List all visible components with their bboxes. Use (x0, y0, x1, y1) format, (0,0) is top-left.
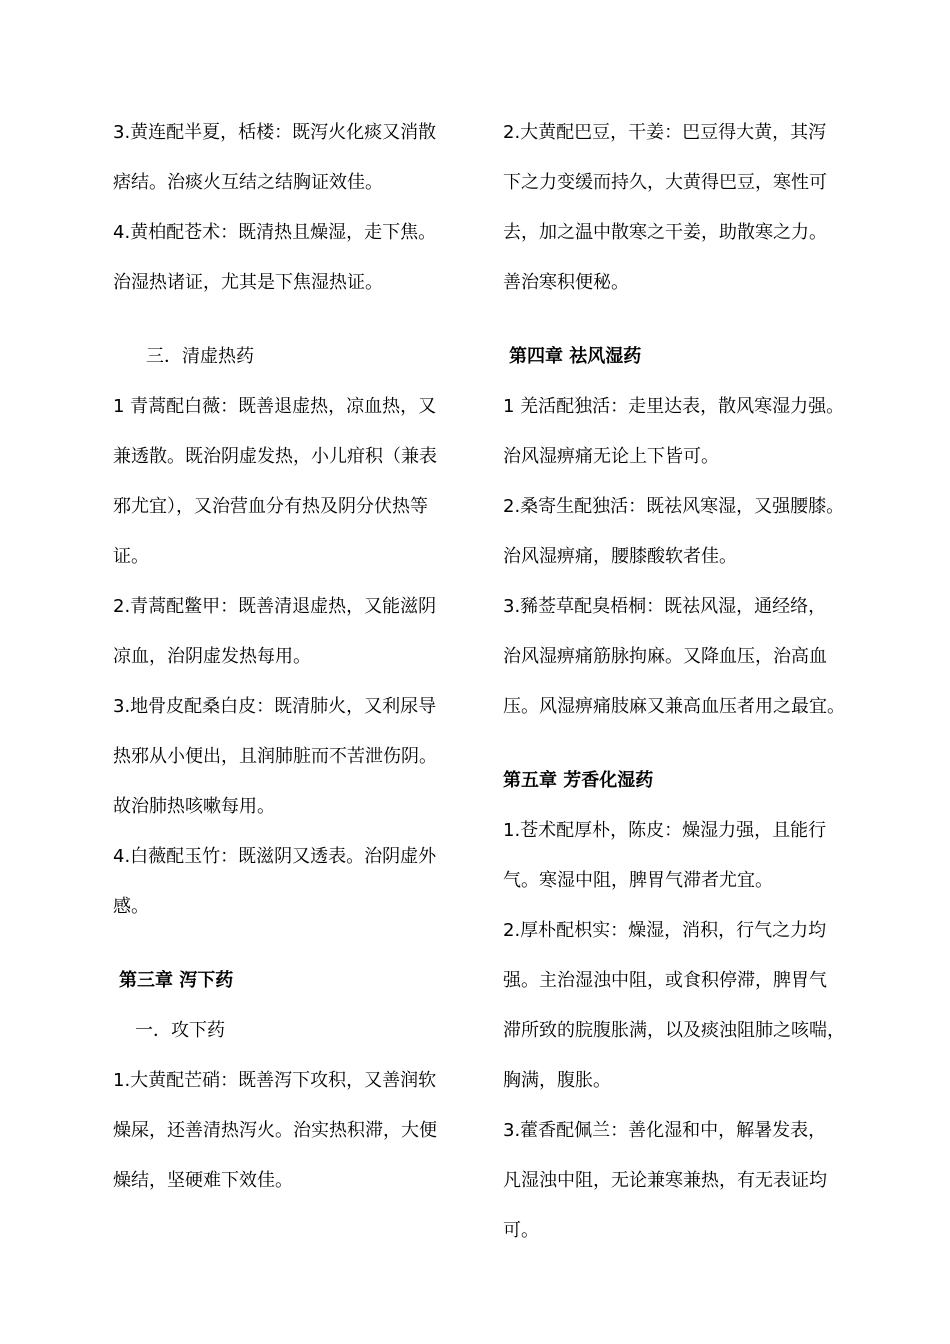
paragraph-dahuang-badou (503, 108, 865, 308)
chapter-heading-qufengshi: 第四章 祛风湿药 (509, 346, 642, 367)
text-line: 善治寒积便秘。 (503, 272, 629, 293)
paragraph-sangjisheng-duhuo (503, 482, 865, 582)
text-line: 感。 (113, 896, 149, 917)
spacer (503, 308, 865, 332)
paragraph-xixiancao-chouwutong (503, 582, 865, 732)
text-line: 3.黄连配半夏，栝楼：既泻火化痰又消散 (113, 122, 437, 143)
text-line: 燥结，坚硬难下效佳。 (113, 1170, 293, 1191)
text-line: 2.大黄配巴豆，干姜：巴豆得大黄，其泻 (503, 122, 827, 143)
text-line: 1 羌活配独活：走里达表，散风寒湿力强。 (503, 396, 845, 417)
text-line: 2.桑寄生配独活：既祛风寒湿，又强腰膝。 (503, 496, 845, 517)
text-line: 1.大黄配芒硝：既善泻下攻积，又善润软 (113, 1070, 437, 1091)
paragraph-dahuang-mangxiao (113, 1056, 465, 1206)
text-line: 胸满，腹胀。 (503, 1070, 611, 1091)
text-line: 滞所致的脘腹胀满，以及痰浊阻肺之咳喘， (503, 1020, 845, 1041)
paragraph-baiwei-yuzhu (113, 832, 465, 932)
text-line: 3.豨莶草配臭梧桐：既祛风湿，通经络， (503, 596, 827, 617)
text-line: 治湿热诸证，尤其是下焦湿热证。 (113, 272, 383, 293)
text-line: 3.地骨皮配桑白皮：既清肺火，又利尿导 (113, 696, 437, 717)
spacer (113, 308, 465, 332)
text-line: 故治肺热咳嗽每用。 (113, 796, 275, 817)
text-line: 2.青蒿配鳖甲：既善清退虚热，又能滋阴 (113, 596, 437, 617)
paragraph-huoxiang-peilan (503, 1106, 865, 1256)
section-heading-qingxure: 三．清虚热药 (146, 346, 254, 367)
text-line: 热邪从小便出，且润肺脏而不苦泄伤阴。 (113, 746, 437, 767)
text-line: 痞结。治痰火互结之结胸证效佳。 (113, 172, 383, 193)
text-line: 气。寒湿中阻，脾胃气滞者尤宜。 (503, 870, 773, 891)
right-column (503, 108, 865, 1256)
chapter-heading-fangxianghuashi: 第五章 芳香化湿药 (503, 770, 654, 791)
spacer (503, 732, 865, 756)
text-line: 3.藿香配佩兰：善化湿和中，解暑发表， (503, 1120, 827, 1141)
text-line: 下之力变缓而持久，大黄得巴豆，寒性可 (503, 172, 827, 193)
text-line: 凉血，治阴虚发热每用。 (113, 646, 311, 667)
text-line: 1.苍术配厚朴，陈皮：燥湿力强，且能行 (503, 820, 827, 841)
text-line: 兼透散。既治阴虚发热，小儿疳积（兼表 (113, 446, 437, 467)
text-line: 治风湿痹痛，腰膝酸软者佳。 (503, 546, 737, 567)
paragraph-digupi-sangbaipi (113, 682, 465, 832)
paragraph-huanglian-banxia (113, 108, 465, 208)
paragraph-qinghao-baiwei (113, 382, 465, 582)
section-heading-gongxia: 一．攻下药 (135, 1020, 225, 1041)
paragraph-qinghao-biejia (113, 582, 465, 682)
text-line: 2.厚朴配枳实：燥湿，消积，行气之力均 (503, 920, 827, 941)
paragraph-houpo-zhishi (503, 906, 865, 1106)
spacer (113, 932, 465, 956)
text-line: 4.黄柏配苍术：既清热且燥湿，走下焦。 (113, 222, 437, 243)
text-line: 燥屎，还善清热泻火。治实热积滞，大便 (113, 1120, 437, 1141)
text-line: 去，加之温中散寒之干姜，助散寒之力。 (503, 222, 827, 243)
text-line: 凡湿浊中阻，无论兼寒兼热，有无表证均 (503, 1170, 827, 1191)
text-line: 强。主治湿浊中阻，或食积停滞，脾胃气 (503, 970, 827, 991)
paragraph-cangzhu-houpo (503, 806, 865, 906)
text-line: 1 青蒿配白薇：既善退虚热，凉血热，又 (113, 396, 437, 417)
text-line: 治风湿痹痛筋脉拘麻。又降血压，治高血 (503, 646, 827, 667)
text-line: 证。 (113, 546, 149, 567)
text-line: 邪尤宜），又治营血分有热及阴分伏热等 (113, 496, 428, 517)
left-column (113, 108, 465, 1206)
paragraph-qianghuo-duhuo (503, 382, 865, 482)
chapter-heading-xiexia: 第三章 泻下药 (119, 970, 234, 991)
text-line: 压。风湿痹痛肢麻又兼高血压者用之最宜。 (503, 696, 845, 717)
paragraph-huangbai-cangzhu (113, 208, 465, 308)
text-line: 治风湿痹痛无论上下皆可。 (503, 446, 719, 467)
text-line: 4.白薇配玉竹：既滋阴又透表。治阴虚外 (113, 846, 437, 867)
text-line: 可。 (503, 1220, 539, 1241)
